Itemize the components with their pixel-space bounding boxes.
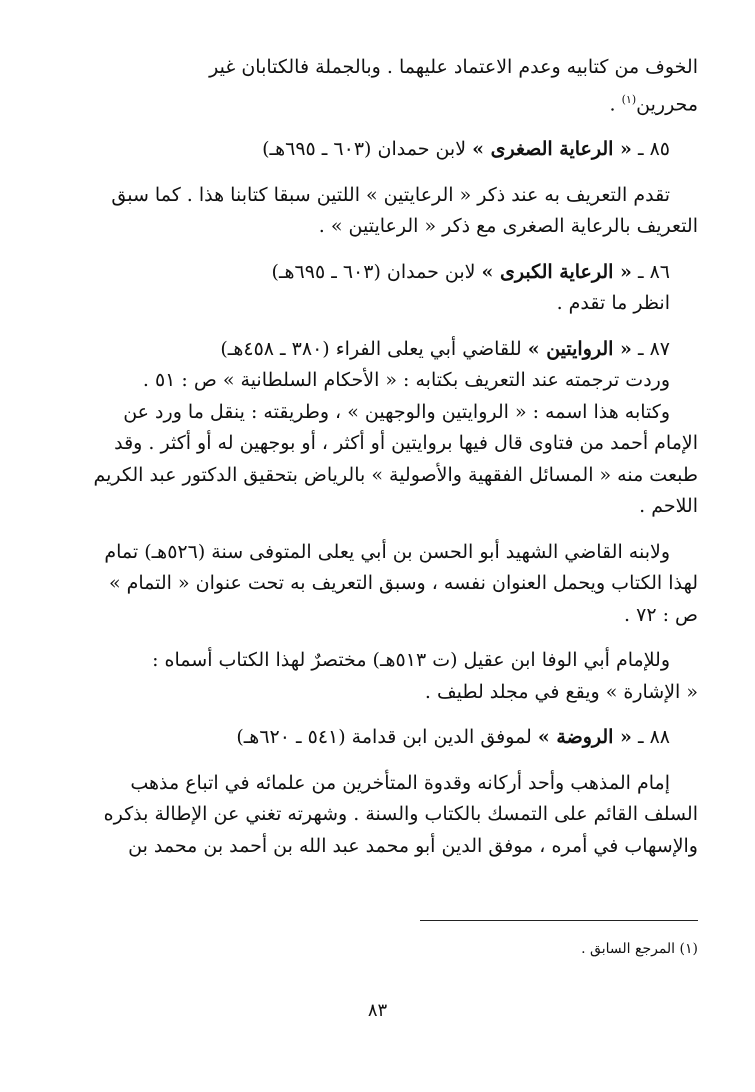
text-line: الإمام أحمد من فتاوى قال فيها بروايتين أو أكثر ، أو بوجهين له أو أكثر . وقد [114,432,698,455]
entry-heading-86 [78,257,698,289]
text-fragment: . [609,92,622,115]
entry-number: ٨٨ ـ [637,726,670,749]
text-line: الخوف من كتابيه وعدم الاعتماد عليهما . وبالجملة فالكتابان غير [209,56,698,78]
page-body [78,52,698,862]
footnote-number: (١) [679,941,698,957]
entry-author: لموفق الدين ابن قدامة (٥٤١ ـ ٦٢٠هـ) [236,726,532,749]
text-line: وردت ترجمته عند التعريف بكتابه : « الأحكام السلطانية » ص : ٥١ . [142,369,670,392]
footnote [78,938,698,960]
text-line: ولابنه القاضي الشهيد أبو الحسن بن أبي يعلى المتوفى سنة (٥٢٦هـ) تمام [104,540,670,563]
text-line: تقدم التعريف به عند ذكر « الرعايتين » اللتين سبقا كتابنا هذا . كما سبق [111,183,670,206]
text-line: وكتابه هذا اسمه : « الروايتين والوجهين » ، وطريقته : ينقل ما ورد عن [123,400,670,423]
footnote-marker[interactable]: (١) [621,92,637,106]
text-line: إمام المذهب وأحد أركانه وقدوة المتأخرين من علمائه في اتباع مذهب [130,771,670,794]
entry-heading-88 [78,722,698,754]
text-fragment: محررين [636,92,698,115]
book-title: « الروضة » [537,726,632,749]
entry-heading-87 [78,334,698,366]
text-line: وللإمام أبي الوفا ابن عقيل (ت ٥١٣هـ) مختصرٌ لهذا الكتاب أسماه : [152,649,670,672]
text-line: « الإشارة » ويقع في مجلد لطيف . [424,680,698,703]
text-line: والإسهاب في أمره ، موفق الدين أبو محمد عبد الله بن أحمد بن محمد بن [128,834,698,857]
text-line: طبعت منه « المسائل الفقهية والأصولية » بالرياض بتحقيق الدكتور عبد الكريم [93,463,698,486]
text-line: لهذا الكتاب ويحمل العنوان نفسه ، وسبق التعريف به تحت عنوان « التمام » [108,572,698,595]
text-line: التعريف بالرعاية الصغرى مع ذكر « الرعايتين » . [318,215,698,238]
footnote-divider [420,920,698,921]
entry-heading-85 [78,134,698,166]
text-line: اللاحم . [639,495,698,518]
text-line [78,84,698,121]
book-title: « الرعاية الكبرى » [481,260,632,283]
text-line: السلف القائم على التمسك بالكتاب والسنة . وشهرته تغني عن الإطالة بذكره [103,803,698,826]
entry-author: لابن حمدان (٦٠٣ ـ ٦٩٥هـ) [271,260,476,283]
entry-number: ٨٥ ـ [637,138,670,161]
book-title: « الروايتين » [527,337,632,360]
entry-author: للقاضي أبي يعلى الفراء (٣٨٠ ـ ٤٥٨هـ) [220,337,522,360]
footnote-text: المرجع السابق . [581,941,676,957]
entry-number: ٨٦ ـ [637,260,670,283]
entry-author: لابن حمدان (٦٠٣ ـ ٦٩٥هـ) [262,138,467,161]
text-line: انظر ما تقدم . [556,292,670,315]
entry-number: ٨٧ ـ [637,337,670,360]
book-title: « الرعاية الصغرى » [472,138,632,161]
text-line: ص : ٧٢ . [624,603,698,626]
page-number: ٨٣ [367,1000,388,1021]
